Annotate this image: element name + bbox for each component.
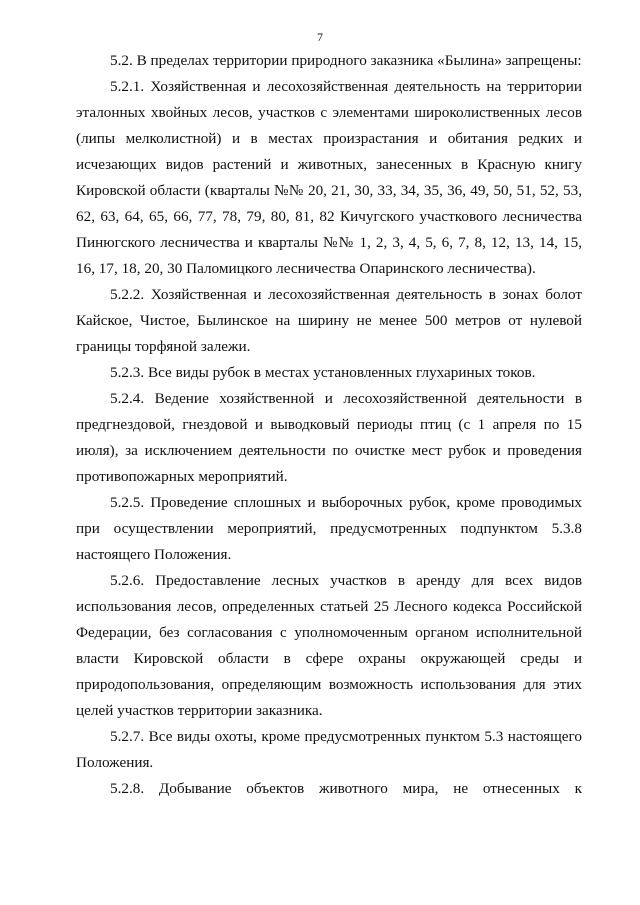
paragraph-5-2-7: 5.2.7. Все виды охоты, кроме предусмотренных пунктом 5.3 настоящего Положения. xyxy=(76,728,582,771)
document-body xyxy=(76,48,582,802)
paragraph-5-2-6: 5.2.6. Предоставление лесных участков в аренду для всех видов использования лесов, определенных статьей 25 Лесного кодекса Российской Федерации, без согласования с уполномоченным органом исполнительной власти Кировской области в сфере охраны окружающей среды и природопользования, определяющим возможность использования для этих целей участков территории заказника. xyxy=(76,572,582,719)
paragraph-5-2-5: 5.2.5. Проведение сплошных и выборочных рубок, кроме проводимых при осуществлении мероприятий, предусмотренных подпунктом 5.3.8 настоящего Положения. xyxy=(76,494,582,563)
paragraph-5-2-1: 5.2.1. Хозяйственная и лесохозяйственная деятельность на территории эталонных хвойных лесов, участков с элементами широколиственных лесов (липы мелколистной) и в местах произрастания и обитания редких и исчезающих видов растений и животных, занесенных в Красную книгу Кировской области (кварталы №№ 20, 21, 30, 33, 34, 35, 36, 49, 50, 51, 52, 53, 62, 63, 64, 65, 66, 77, 78, 79, 80, 81, 82 Кичугского участкового лесничества Пинюгского лесничества и кварталы №№ 1, 2, 3, 4, 5, 6, 7, 8, 12, 13, 14, 15, 16, 17, 18, 20, 30 Паломицкого лесничества Опаринского лесничества). xyxy=(76,78,582,277)
page-number: 7 xyxy=(317,30,323,44)
paragraph-5-2: 5.2. В пределах территории природного заказника «Былина» запрещены: xyxy=(110,52,582,69)
paragraph-5-2-2: 5.2.2. Хозяйственная и лесохозяйственная деятельность в зонах болот Кайское, Чистое, Былинское на ширину не менее 500 метров от нулевой границы торфяной залежи. xyxy=(76,286,582,355)
paragraph-5-2-4: 5.2.4. Ведение хозяйственной и лесохозяйственной деятельности в предгнездовой, гнездовой и выводковый периоды птиц (с 1 апреля по 15 июля), за исключением деятельности по очистке мест рубок и проведения противопожарных мероприятий. xyxy=(76,390,582,485)
paragraph-5-2-3: 5.2.3. Все виды рубок в местах установленных глухариных токов. xyxy=(110,364,536,381)
paragraph-5-2-8: 5.2.8. Добывание объектов животного мира, не отнесенных к xyxy=(110,780,582,797)
